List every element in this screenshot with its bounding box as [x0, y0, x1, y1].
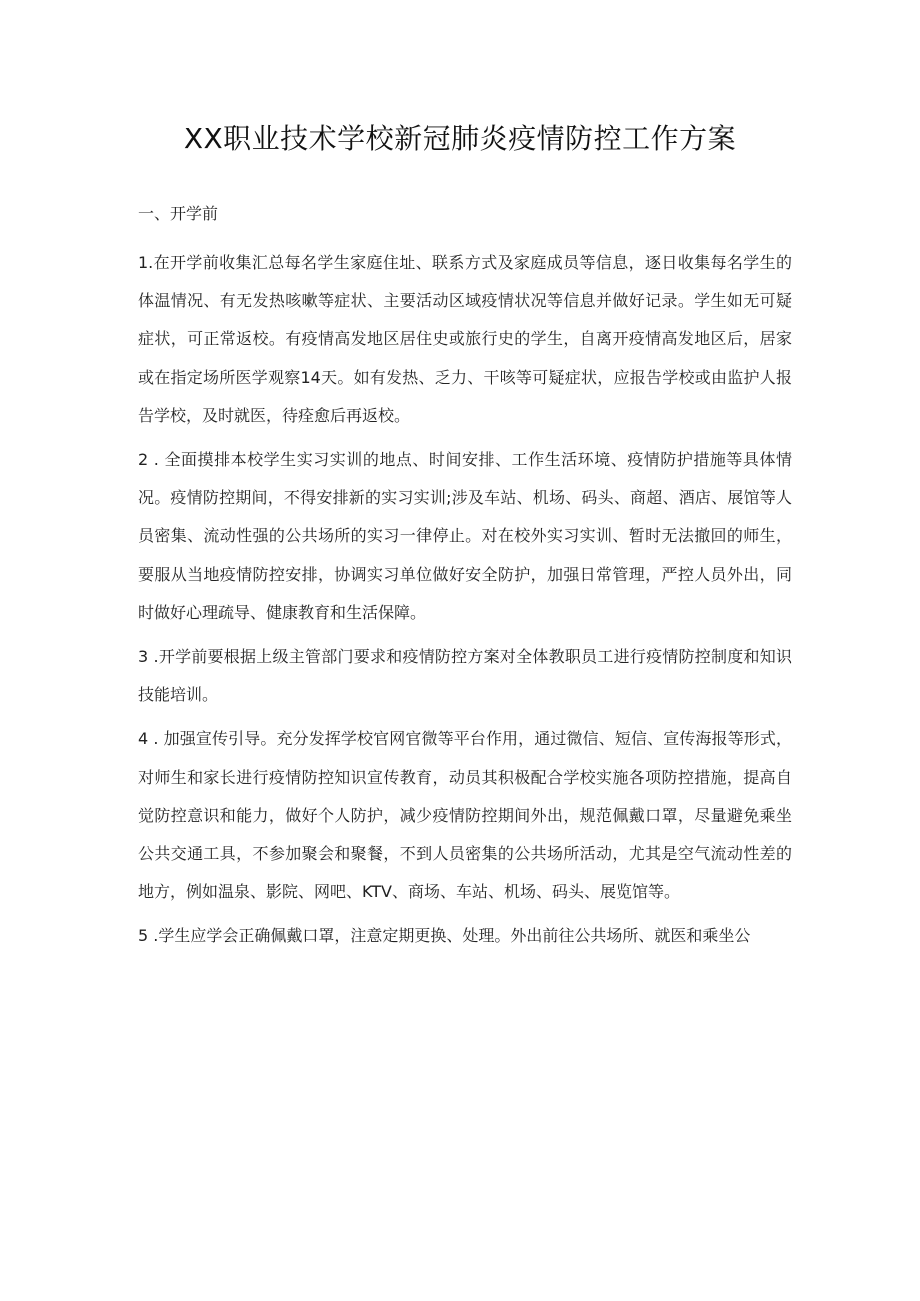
paragraph-3: 3 .开学前要根据上级主管部门要求和疫情防控方案对全体教职员工进行疫情防控制度和知识技能培训。	[138, 647, 792, 705]
document-title: XX职业技术学校新冠肺炎疫情防控工作方案	[183, 121, 737, 155]
section-body	[138, 244, 792, 962]
paragraph-5: 5 .学生应学会正确佩戴口罩，注意定期更换、处理。外出前往公共场所、就医和乘坐公	[138, 926, 751, 946]
section-heading: 一、开学前	[138, 204, 219, 223]
paragraph-2: 2 . 全面摸排本校学生实习实训的地点、时间安排、工作生活环境、疫情防护措施等具体情况。疫情防控期间，不得安排新的实习实训;涉及车站、机场、码头、商超、酒店、展馆等人员密集、流动性强的公共场所的实习一律停止。对在校外实习实训、暂时无法撤回的师生，要服从当地疫情防控安排，协调实习单位做好安全防护，加强日常管理，严控人员外出，同时做好心理疏导、健康教育和生活保障。	[138, 450, 792, 622]
paragraph-1: 1.在开学前收集汇总每名学生家庭住址、联系方式及家庭成员等信息，逐日收集每名学生的体温情况、有无发热咳嗽等症状、主要活动区域疫情状况等信息并做好记录。学生如无可疑症状，可正常返校。有疫情高发地区居住史或旅行史的学生，自离开疫情高发地区后，居家或在指定场所医学观察14天。如有发热、乏力、干咳等可疑症状，应报告学校或由监护人报告学校，及时就医，待痊愈后再返校。	[138, 253, 792, 425]
paragraph-4: 4 . 加强宣传引导。充分发挥学校官网官微等平台作用，通过微信、短信、宣传海报等形式，对师生和家长进行疫情防控知识宣传教育，动员其积极配合学校实施各项防控措施，提高自觉防控意识和能力，做好个人防护，减少疫情防控期间外出，规范佩戴口罩，尽量避免乘坐公共交通工具，不参加聚会和聚餐，不到人员密集的公共场所活动，尤其是空气流动性差的地方，例如温泉、影院、网吧、KTV、商场、车站、机场、码头、展览馆等。	[138, 729, 792, 902]
